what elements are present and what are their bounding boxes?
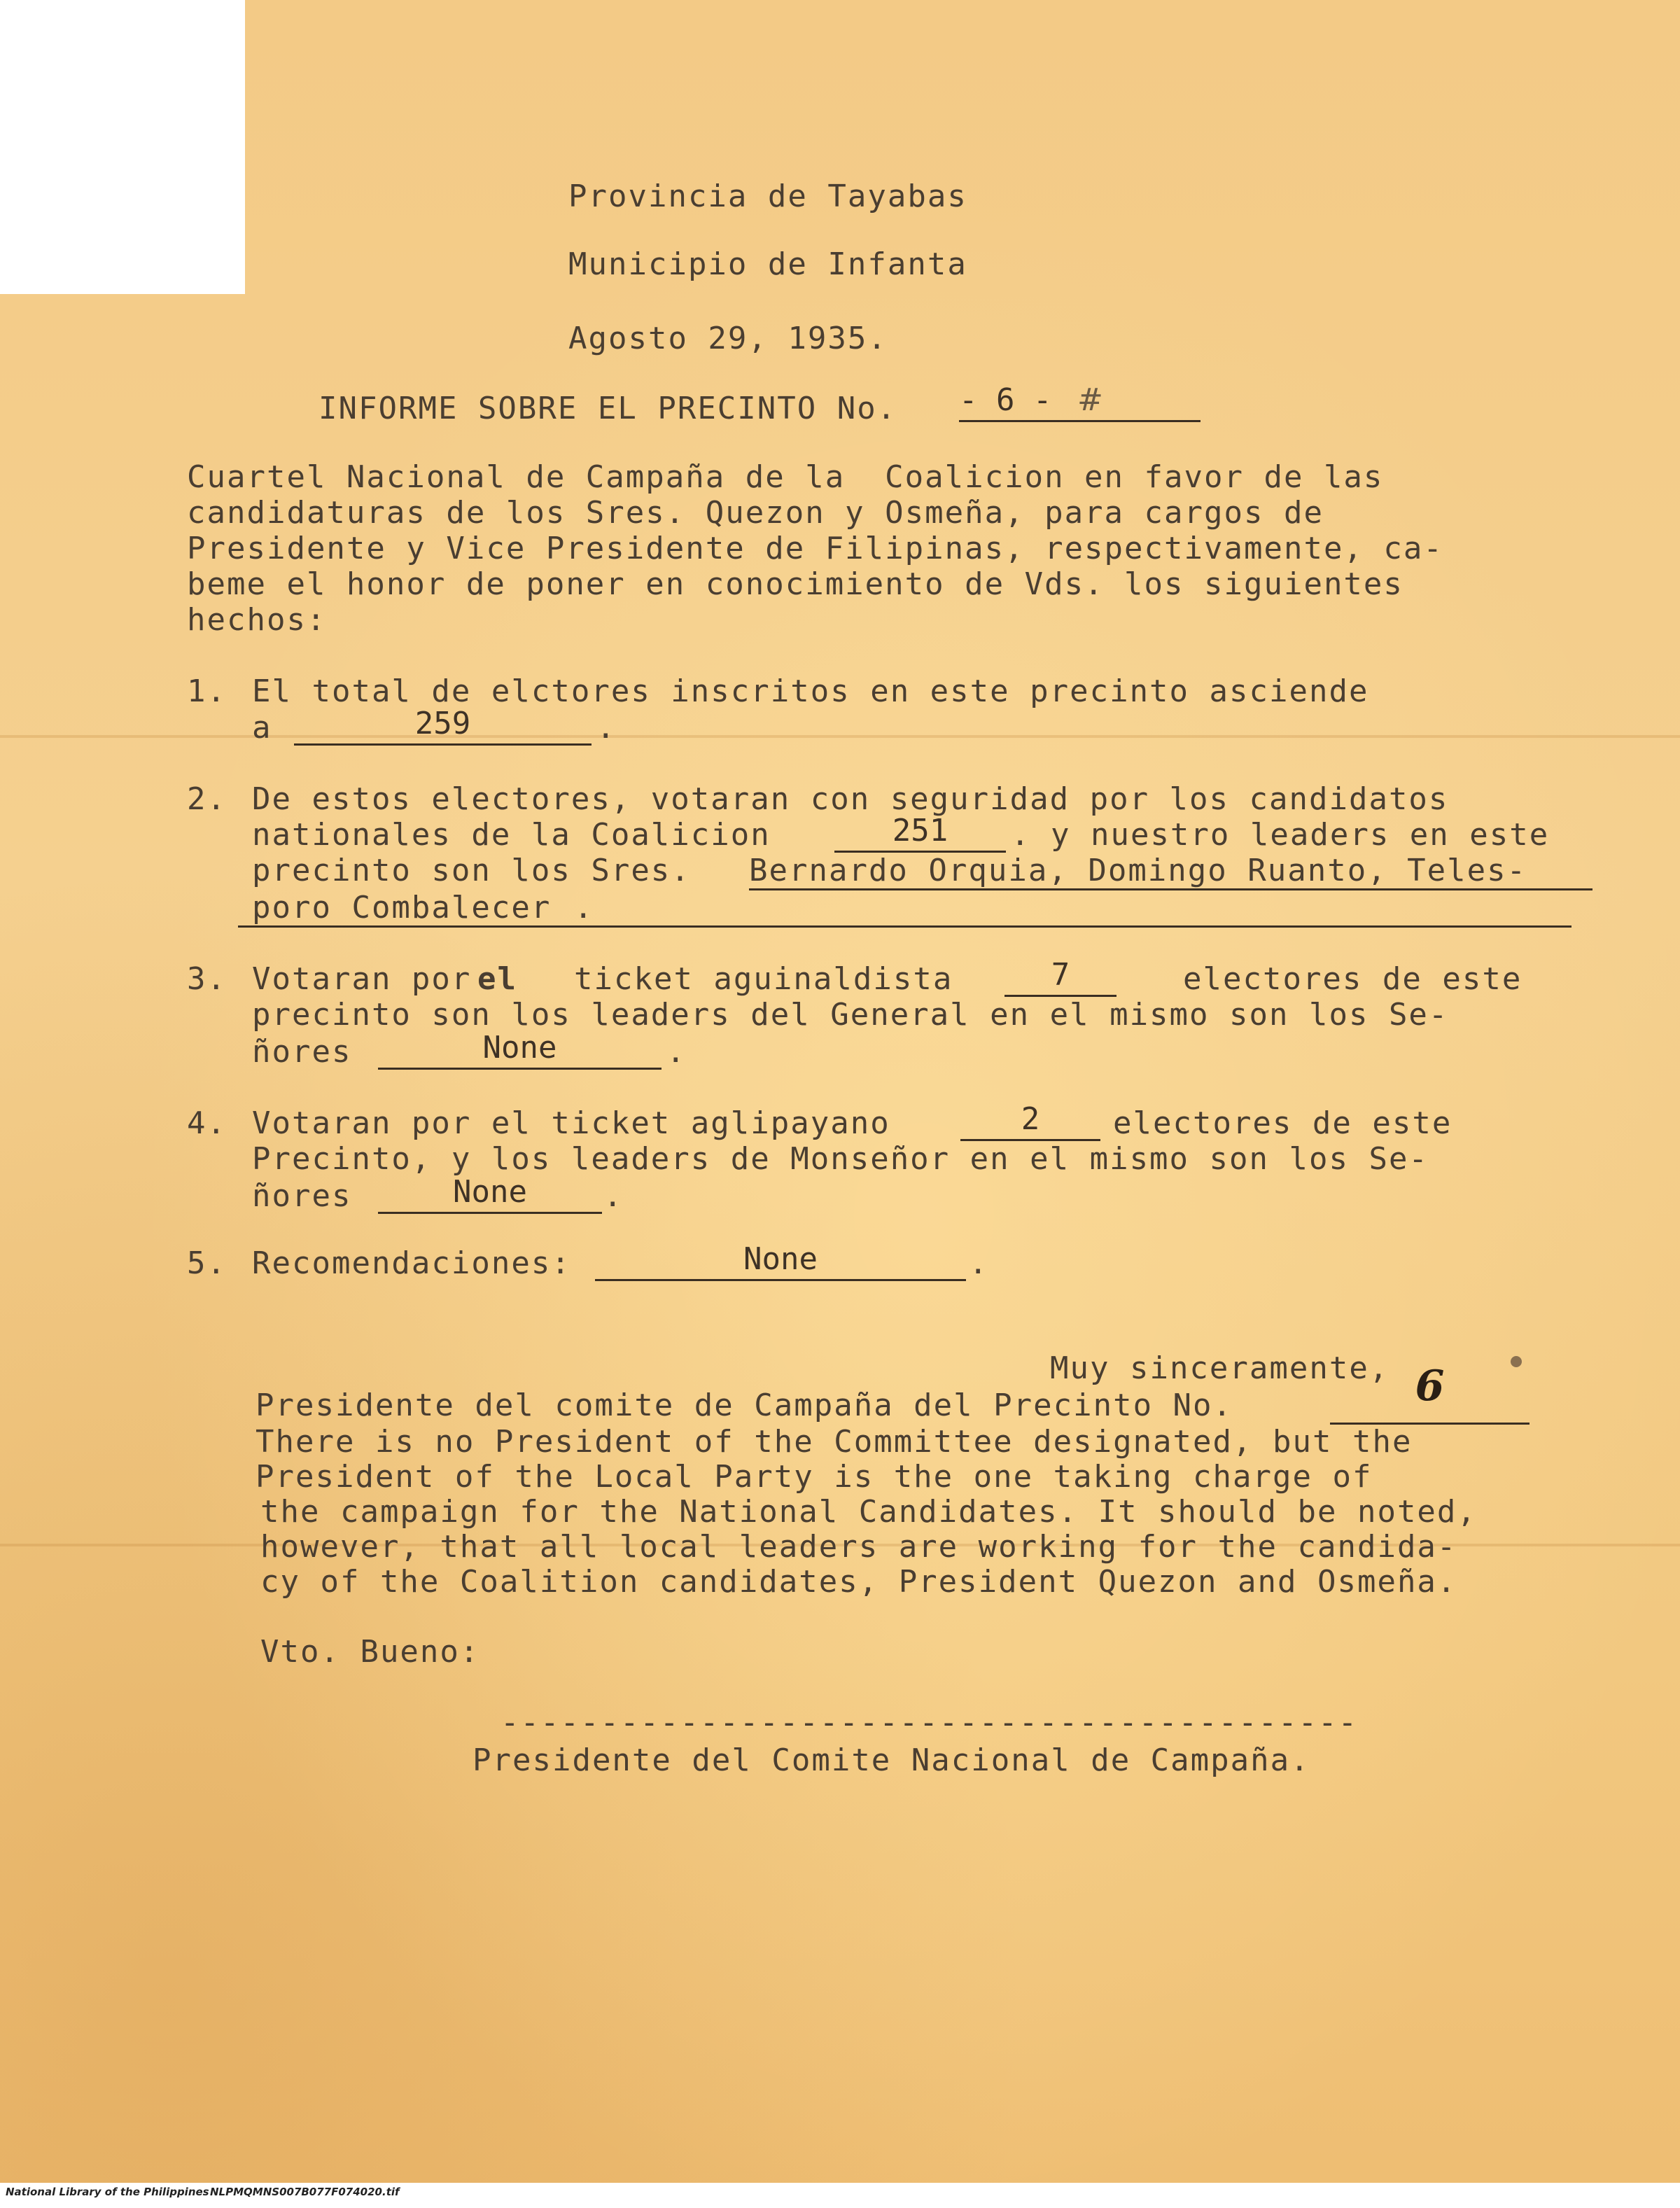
- item-4-line: ñores: [252, 1178, 352, 1214]
- signature-line: -------------------------------------------: [500, 1705, 1359, 1740]
- report-title: INFORME SOBRE EL PRECINTO No.: [318, 391, 897, 426]
- item-number: 2.: [187, 781, 227, 817]
- item-2-line: nationales de la Coalicion: [252, 817, 771, 853]
- item-1-line: El total de elctores inscritos en este precinto asciende: [252, 673, 1369, 709]
- intro-line: candidaturas de los Sres. Quezon y Osmeña, para cargos de: [187, 495, 1324, 531]
- intro-line: hechos:: [187, 602, 327, 638]
- item-number: 4.: [187, 1105, 227, 1141]
- library-credit: National Library of the Philippines: [6, 2186, 209, 2198]
- precinct-number: - 6 -: [959, 382, 1052, 418]
- item-number: 5.: [187, 1245, 227, 1281]
- leaders-names: Bernardo Orquia, Domingo Ruanto, Teles-: [749, 853, 1527, 888]
- item-4-line: Precinto, y los leaders de Monseñor en el mismo son los Se-: [252, 1141, 1429, 1177]
- coalition-voters-field: 251: [834, 814, 1006, 853]
- item-1-suffix: .: [596, 710, 617, 746]
- item-number: 3.: [187, 961, 227, 997]
- registered-voters-field: 259: [294, 707, 592, 746]
- item-3-line: ticket aguinaldista: [574, 961, 953, 997]
- national-committee-line: Presidente del Comite Nacional de Campaña.: [472, 1742, 1310, 1778]
- note-line: President of the Local Party is the one taking charge of: [255, 1459, 1373, 1495]
- intro-line: Presidente y Vice Presidente de Filipinas, respectivamente, ca-: [187, 531, 1443, 566]
- sincerely-line: Muy sinceramente,: [1050, 1350, 1390, 1386]
- ink-spot: [1511, 1356, 1522, 1367]
- date-line: Agosto 29, 1935.: [568, 321, 888, 356]
- item-2-suffix: .: [574, 890, 594, 925]
- item-5-suffix: .: [969, 1245, 989, 1281]
- note-line: however, that all local leaders are working for the candida-: [260, 1529, 1457, 1565]
- item-4-line: electores de este: [1113, 1105, 1452, 1141]
- item-2-line: . y nuestro leaders en este: [1011, 817, 1550, 853]
- handwritten-precinct-field: [1330, 1362, 1530, 1425]
- item-3-line: precinto son los leaders del General en el mismo son los Se-: [252, 997, 1449, 1033]
- item-3-suffix: .: [666, 1034, 687, 1070]
- item-4-suffix: .: [603, 1178, 624, 1214]
- item-3-line: electores de este: [1183, 961, 1522, 997]
- leaders-underline: [749, 888, 1592, 890]
- struck-word: el: [477, 961, 517, 997]
- approval-label: Vto. Bueno:: [260, 1634, 480, 1670]
- item-3-line: Votaran por: [252, 961, 472, 997]
- leaders-names: poro Combalecer: [252, 890, 552, 925]
- intro-line: beme el honor de poner en conocimiento de Vds. los siguientes: [187, 566, 1404, 602]
- note-line: cy of the Coalition candidates, President Quezon and Osmeña.: [260, 1564, 1457, 1600]
- intro-line: Cuartel Nacional de Campaña de la Coalicion en favor de las: [187, 459, 1384, 495]
- note-line: the campaign for the National Candidates. It should be noted,: [260, 1494, 1477, 1530]
- leaders-underline: [238, 925, 1572, 928]
- archive-footer: [0, 2183, 1680, 2208]
- item-4-line: Votaran por el ticket aglipayano: [252, 1105, 890, 1141]
- recommendations-label: Recomendaciones:: [252, 1245, 571, 1281]
- municipality-line: Municipio de Infanta: [568, 246, 967, 282]
- white-corner: [0, 0, 245, 294]
- note-line: There is no President of the Committee designated, but the: [255, 1424, 1413, 1460]
- precinct-number-field: [959, 384, 1200, 422]
- item-2-line: De estos electores, votaran con seguridad por los candidatos: [252, 781, 1449, 817]
- item-3-line: ñores: [252, 1034, 352, 1070]
- item-2-line: precinto son los Sres.: [252, 853, 691, 888]
- aguinaldo-voters-field: 7: [1004, 958, 1116, 997]
- aglipay-voters-field: 2: [960, 1103, 1100, 1141]
- recommendations-field: None: [595, 1243, 966, 1281]
- aglipay-leaders-field: None: [378, 1175, 602, 1214]
- precinct-scribble: #: [1077, 382, 1103, 418]
- item-1-prefix: a: [252, 710, 272, 746]
- item-number: 1.: [187, 673, 227, 709]
- handwritten-precinct-number: 6: [1415, 1362, 1445, 1411]
- committee-president-line: Presidente del comite de Campaña del Precinto No.: [255, 1388, 1233, 1423]
- province-line: Provincia de Tayabas: [568, 179, 967, 214]
- file-id: NLPMQMNS007B077F074020.tif: [210, 2186, 400, 2198]
- aguinaldo-leaders-field: None: [378, 1031, 662, 1070]
